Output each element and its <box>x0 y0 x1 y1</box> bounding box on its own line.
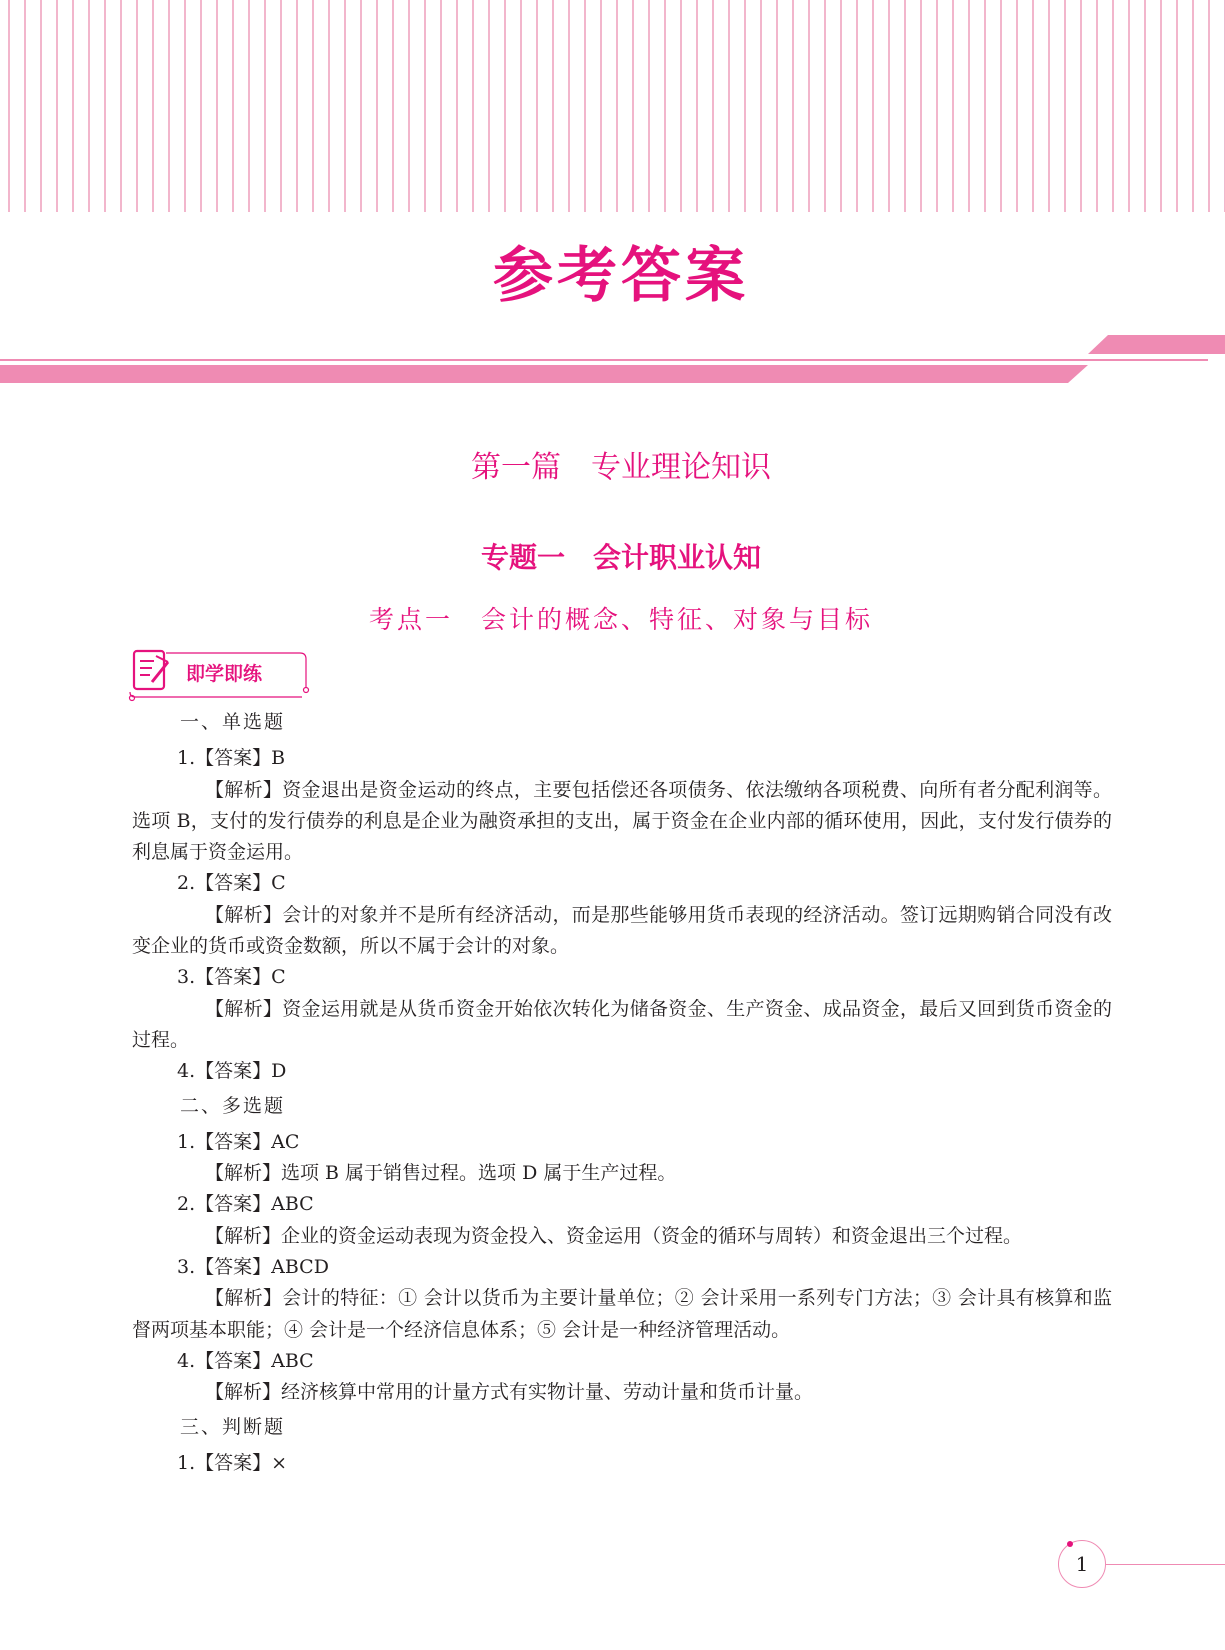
answer-line: 3.【答案】ABCD <box>177 1256 329 1279</box>
analysis-paragraph: 【解析】选项 B 属于销售过程。选项 D 属于生产过程。 <box>205 1162 677 1185</box>
analysis-paragraph: 【解析】企业的资金运动表现为资金投入、资金运用（资金的循环与周转）和资金退出三个过程。 <box>205 1224 1023 1247</box>
page-number-line <box>1106 1564 1225 1565</box>
answer-line: 3.【答案】C <box>177 966 286 989</box>
answer-content <box>132 704 1112 1479</box>
page-number-dot <box>1067 1541 1073 1547</box>
section-heading: 三、判断题 <box>180 1415 286 1438</box>
decorative-bar-right <box>1088 335 1225 354</box>
header-stripes <box>0 0 1225 212</box>
analysis-paragraph: 【解析】经济核算中常用的计量方式有实物计量、劳动计量和货币计量。 <box>205 1381 814 1404</box>
answer-line: 1.【答案】B <box>177 747 286 770</box>
topic-title: 专题一 会计职业认知 <box>480 541 761 574</box>
answer-line: 4.【答案】ABC <box>177 1349 314 1372</box>
answer-line: 2.【答案】C <box>177 872 286 895</box>
answer-line: 1.【答案】× <box>177 1451 288 1474</box>
answer-line: 4.【答案】D <box>177 1060 287 1083</box>
answer-line: 2.【答案】ABC <box>177 1193 314 1216</box>
decorative-thick-bar <box>0 365 1088 383</box>
analysis-paragraph: 【解析】会计的特征：① 会计以货币为主要计量单位；② 会计采用一系列专门方法；③ 会计具有核算和监督两项基本职能；④ 会计是一个经济信息体系；⑤ 会计是一种经济管理活动。 <box>132 1287 1112 1341</box>
section-heading: 一、单选题 <box>180 711 286 733</box>
analysis-paragraph: 【解析】资金运用就是从货币资金开始依次转化为储备资金、生产资金、成品资金，最后又回到货币资金的过程。 <box>132 997 1112 1051</box>
badge-label: 即学即练 <box>186 663 263 685</box>
section-heading: 二、多选题 <box>180 1094 286 1117</box>
page-number: 1 <box>1058 1540 1106 1588</box>
page-title: 参考答案 <box>493 241 749 311</box>
notebook-pen-icon <box>134 651 168 689</box>
answer-line: 1.【答案】AC <box>177 1130 300 1153</box>
analysis-paragraph: 【解析】会计的对象并不是所有经济活动，而是那些能够用货币表现的经济活动。签订远期购销合同没有改变企业的货币或资金数额，所以不属于会计的对象。 <box>132 903 1112 958</box>
analysis-paragraph: 【解析】资金退出是资金运动的终点，主要包括偿还各项债务、依法缴纳各项税费、向所有者分配利润等。选项 B，支付的发行债券的利息是企业为融资承担的支出，属于资金在企业内部的循环使用，因此，支付发行债券的利息属于资金运用。 <box>132 778 1112 864</box>
decorative-thin-bar <box>0 359 1208 361</box>
point-title: 考点一 会计的概念、特征、对象与目标 <box>368 605 873 634</box>
part-title: 第一篇 专业理论知识 <box>471 450 771 485</box>
